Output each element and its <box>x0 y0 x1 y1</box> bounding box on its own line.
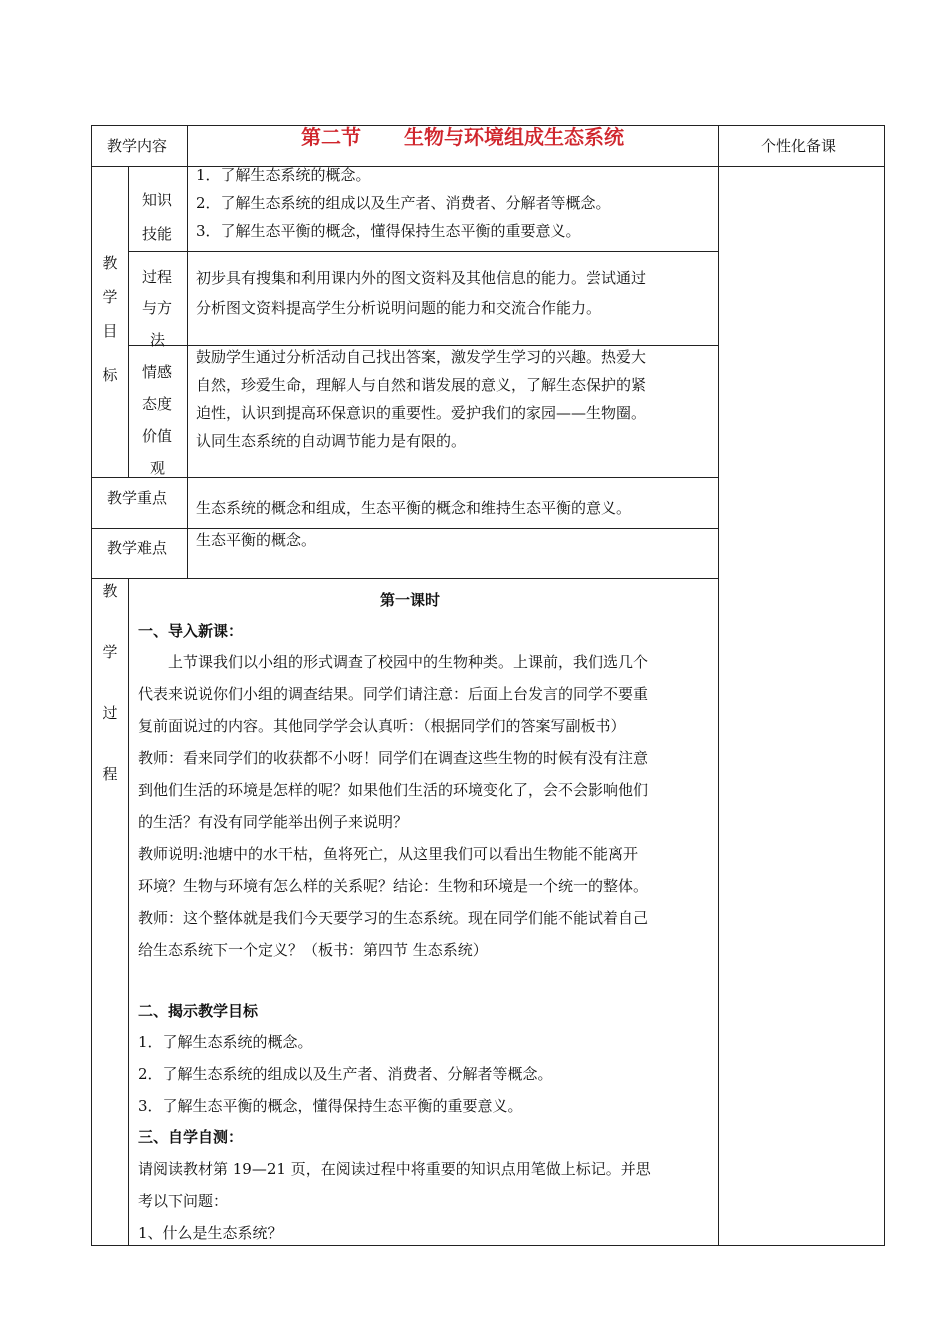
emotion-label-4: 观 <box>150 459 166 477</box>
table-border-right <box>884 125 885 1245</box>
process-method-line: 初步具有搜集和利用课内外的图文资料及其他信息的能力。尝试通过 <box>196 269 647 287</box>
goals-label-3: 目 <box>102 322 118 340</box>
goal-item: 3．了解生态平衡的概念，懂得保持生态平衡的重要意义。 <box>138 1097 523 1115</box>
knowledge-item: 2．了解生态系统的组成以及生产者、消费者、分解者等概念。 <box>196 194 611 212</box>
knowledge-label-1: 知识 <box>142 191 173 209</box>
section-heading: 二、揭示教学目标 <box>138 1002 259 1020</box>
content-label: 教学内容 <box>107 137 168 155</box>
goals-col1-divider <box>128 166 129 478</box>
side-column-label: 个性化备课 <box>761 137 837 155</box>
difficulties-text: 生态平衡的概念。 <box>196 531 317 549</box>
table-border-left <box>91 125 92 1245</box>
lesson-title: 第一课时 <box>380 591 441 609</box>
section-line: 代表来说说你们小组的调查结果。同学们请注意：后面上台发言的同学不要重 <box>138 685 649 703</box>
goal-item: 1．了解生态系统的概念。 <box>138 1033 313 1051</box>
process-method-label-2: 与方 <box>142 299 173 317</box>
section-line: 给生态系统下一个定义？（板书：第四节 生态系统） <box>138 941 488 959</box>
difficulties-bottom-divider <box>91 578 719 579</box>
emotion-line: 自然，珍爱生命，理解人与自然和谐发展的意义，了解生态保护的紧 <box>196 376 647 394</box>
section-line: 到他们生活的环境是怎样的呢？如果他们生活的环境变化了，会不会影响他们 <box>138 781 649 799</box>
section-line: 1、什么是生态系统？ <box>138 1224 283 1242</box>
difficulties-label: 教学难点 <box>107 539 168 557</box>
process-label-divider <box>128 578 129 1245</box>
goals-label-4: 标 <box>102 366 118 384</box>
section-line: 请阅读教材第 19—21 页，在阅读过程中将重要的知识点用笔做上标记。并思 <box>138 1160 651 1178</box>
section-line: 教师：看来同学们的收获都不小呀！同学们在调查这些生物的时候有没有注意 <box>138 749 649 767</box>
page-title: 生物与环境组成生态系统 <box>404 125 624 149</box>
section-line: 教师：这个整体就是我们今天要学习的生态系统。现在同学们能不能试着自己 <box>138 909 649 927</box>
section-line: 教师说明:池塘中的水干枯，鱼将死亡，从这里我们可以看出生物能不能离开 <box>138 845 639 863</box>
keypoints-row-divider <box>91 528 719 529</box>
title-section: 第二节 <box>301 125 361 149</box>
emotion-label-1: 情感 <box>142 363 173 381</box>
main-column-divider <box>718 125 719 1245</box>
process-method-line: 分析图文资料提高学生分析说明问题的能力和交流合作能力。 <box>196 299 602 317</box>
emotion-line: 鼓励学生通过分析活动自己找出答案，激发学生学习的兴趣。热爱大 <box>196 348 647 366</box>
section-line: 复前面说过的内容。其他同学学会认真听：（根据同学们的答案写副板书） <box>138 717 626 735</box>
goals-label-1: 教 <box>102 254 118 272</box>
knowledge-item: 1．了解生态系统的概念。 <box>196 166 371 184</box>
section-heading: 一、导入新课： <box>138 622 244 640</box>
goals-row1-divider <box>128 251 719 252</box>
section-line: 上节课我们以小组的形式调查了校园中的生物种类。上课前，我们选几个 <box>168 653 649 671</box>
process-method-label-1: 过程 <box>142 268 173 286</box>
process-method-label-3: 法 <box>150 331 166 349</box>
goals-bottom-divider <box>91 477 719 478</box>
header-label-divider <box>187 125 188 167</box>
table-border-bottom <box>91 1245 885 1246</box>
emotion-line: 认同生态系统的自动调节能力是有限的。 <box>196 432 467 450</box>
goals-row2-divider <box>128 345 719 346</box>
process-label-2: 学 <box>102 643 118 661</box>
emotion-label-2: 态度 <box>142 395 173 413</box>
process-label-1: 教 <box>102 582 118 600</box>
section-heading: 三、自学自测： <box>138 1128 244 1146</box>
process-label-3: 过 <box>102 704 118 722</box>
goals-label-2: 学 <box>102 288 118 306</box>
goal-item: 2．了解生态系统的组成以及生产者、消费者、分解者等概念。 <box>138 1065 553 1083</box>
goals-col2-divider <box>187 166 188 478</box>
key-points-text: 生态系统的概念和组成，生态平衡的概念和维持生态平衡的意义。 <box>196 499 632 517</box>
emotion-line: 迫性，认识到提高环保意识的重要性。爱护我们的家园——生物圈。 <box>196 404 647 422</box>
key-points-label: 教学重点 <box>107 489 168 507</box>
emotion-label-3: 价值 <box>142 427 173 445</box>
knowledge-item: 3．了解生态平衡的概念，懂得保持生态平衡的重要意义。 <box>196 222 581 240</box>
process-label-4: 程 <box>102 765 118 783</box>
knowledge-label-2: 技能 <box>142 225 173 243</box>
section-line: 的生活？有没有同学能举出例子来说明？ <box>138 813 409 831</box>
section-line: 考以下问题： <box>138 1192 229 1210</box>
section-line: 环境？生物与环境有怎么样的关系呢？结论：生物和环境是一个统一的整体。 <box>138 877 649 895</box>
